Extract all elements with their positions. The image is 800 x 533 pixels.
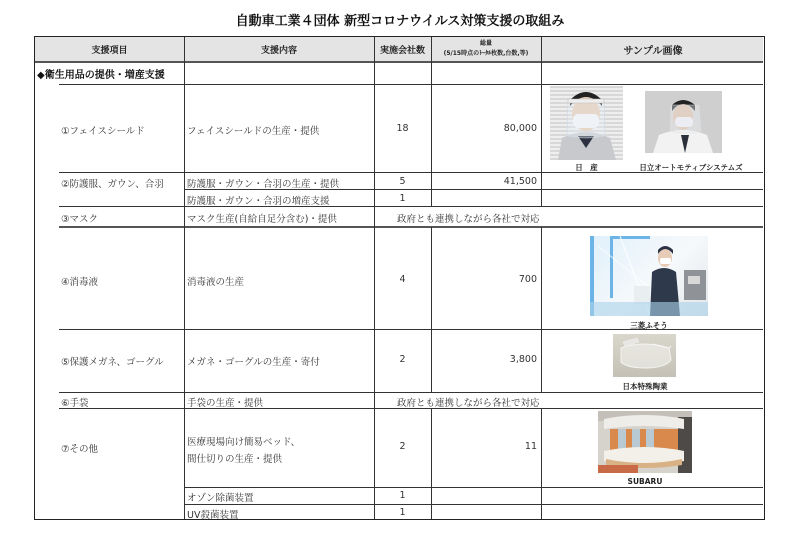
- row-content: メガネ・ゴーグルの生産・寄付: [187, 357, 320, 368]
- column-divider: [541, 408, 542, 519]
- row-companies: 5: [399, 176, 406, 187]
- header-total-line1: 総量: [479, 40, 492, 47]
- row-total: 11: [524, 441, 537, 452]
- header-item: 支援項目: [91, 46, 128, 56]
- row-content: オゾン除菌装置: [187, 493, 254, 504]
- row-content-line2: 間仕切りの生産・提供: [187, 454, 283, 465]
- row-item: ③マスク: [61, 214, 99, 225]
- support-table: [34, 36, 765, 520]
- faceshield-hitachi-photo: [645, 91, 722, 153]
- row-item: ⑦その他: [61, 444, 99, 455]
- goggles-caption: 日本特殊陶業: [622, 382, 668, 391]
- column-divider: [431, 408, 432, 519]
- row-item: ②防護服、ガウン、合羽: [61, 179, 164, 190]
- row-content: 消毒液の生産: [187, 277, 245, 288]
- row-companies: 18: [396, 123, 409, 134]
- column-divider: [541, 37, 542, 206]
- row-content-line1: 医療現場向け簡易ベッド、: [187, 437, 301, 448]
- header-companies: 実施会社数: [379, 46, 425, 56]
- faceshield-nissan-photo: [550, 86, 623, 160]
- goggles-photo: [613, 334, 676, 377]
- row-content: 防護服・ガウン・合羽の増産支援: [187, 196, 330, 207]
- row-divider: [184, 504, 763, 505]
- row-companies: 1: [399, 193, 406, 204]
- row-item: ④消毒液: [61, 277, 99, 288]
- page-title: 自動車工業４団体 新型コロナウイルス対策支援の取組み: [235, 14, 565, 29]
- row-merged-note: 政府とも連携しながら各社で対応: [397, 398, 540, 409]
- row-companies: 1: [399, 507, 406, 518]
- row-content: 手袋の生産・提供: [187, 398, 264, 409]
- section-title: ◆衛生用品の提供・増産支援: [37, 70, 165, 81]
- row-content: マスク生産(自給自足分含む)・提供: [187, 214, 337, 225]
- hospital-bed-partition-photo: [598, 411, 692, 473]
- row-companies: 1: [399, 490, 406, 501]
- header-content: 支援内容: [260, 46, 297, 56]
- row-content: UV殺菌装置: [187, 510, 239, 521]
- row-total: 41,500: [503, 176, 537, 187]
- row-content: フェイスシールドの生産・提供: [187, 126, 320, 137]
- hospital-bed-caption: SUBARU: [627, 477, 663, 486]
- row-divider: [184, 487, 763, 488]
- column-divider: [431, 227, 432, 392]
- header-total-line2: (5/15時点のﾄｰﾀﾙ枚数,台数,等): [443, 50, 529, 57]
- row-divider: [59, 84, 763, 85]
- row-item: ⑤保護メガネ、ゴーグル: [61, 357, 164, 368]
- row-item: ⑥手袋: [61, 398, 89, 409]
- faceshield-nissan-caption: 日 産: [575, 163, 598, 172]
- row-total: 700: [518, 274, 537, 285]
- row-divider: [59, 392, 763, 393]
- faceshield-hitachi-caption: 日立オートモティブシステムズ: [639, 163, 743, 172]
- row-companies: 4: [399, 274, 406, 285]
- row-companies: 2: [399, 354, 406, 365]
- header-divider: [35, 61, 763, 63]
- row-divider: [59, 206, 763, 207]
- row-merged-note: 政府とも連携しながら各社で対応: [397, 214, 540, 225]
- header-sample: サンプル画像: [623, 46, 683, 57]
- row-total: 3,800: [509, 354, 537, 365]
- column-divider: [184, 37, 185, 519]
- disinfectant-photo: [590, 236, 708, 316]
- row-item: ①フェイスシールド: [61, 126, 145, 137]
- column-divider: [541, 227, 542, 392]
- row-companies: 2: [399, 441, 406, 452]
- row-divider: [59, 226, 763, 228]
- disinfectant-caption: 三菱ふそう: [630, 321, 668, 330]
- row-content: 防護服・ガウン・合羽の生産・提供: [187, 179, 340, 190]
- row-total: 80,000: [503, 123, 537, 134]
